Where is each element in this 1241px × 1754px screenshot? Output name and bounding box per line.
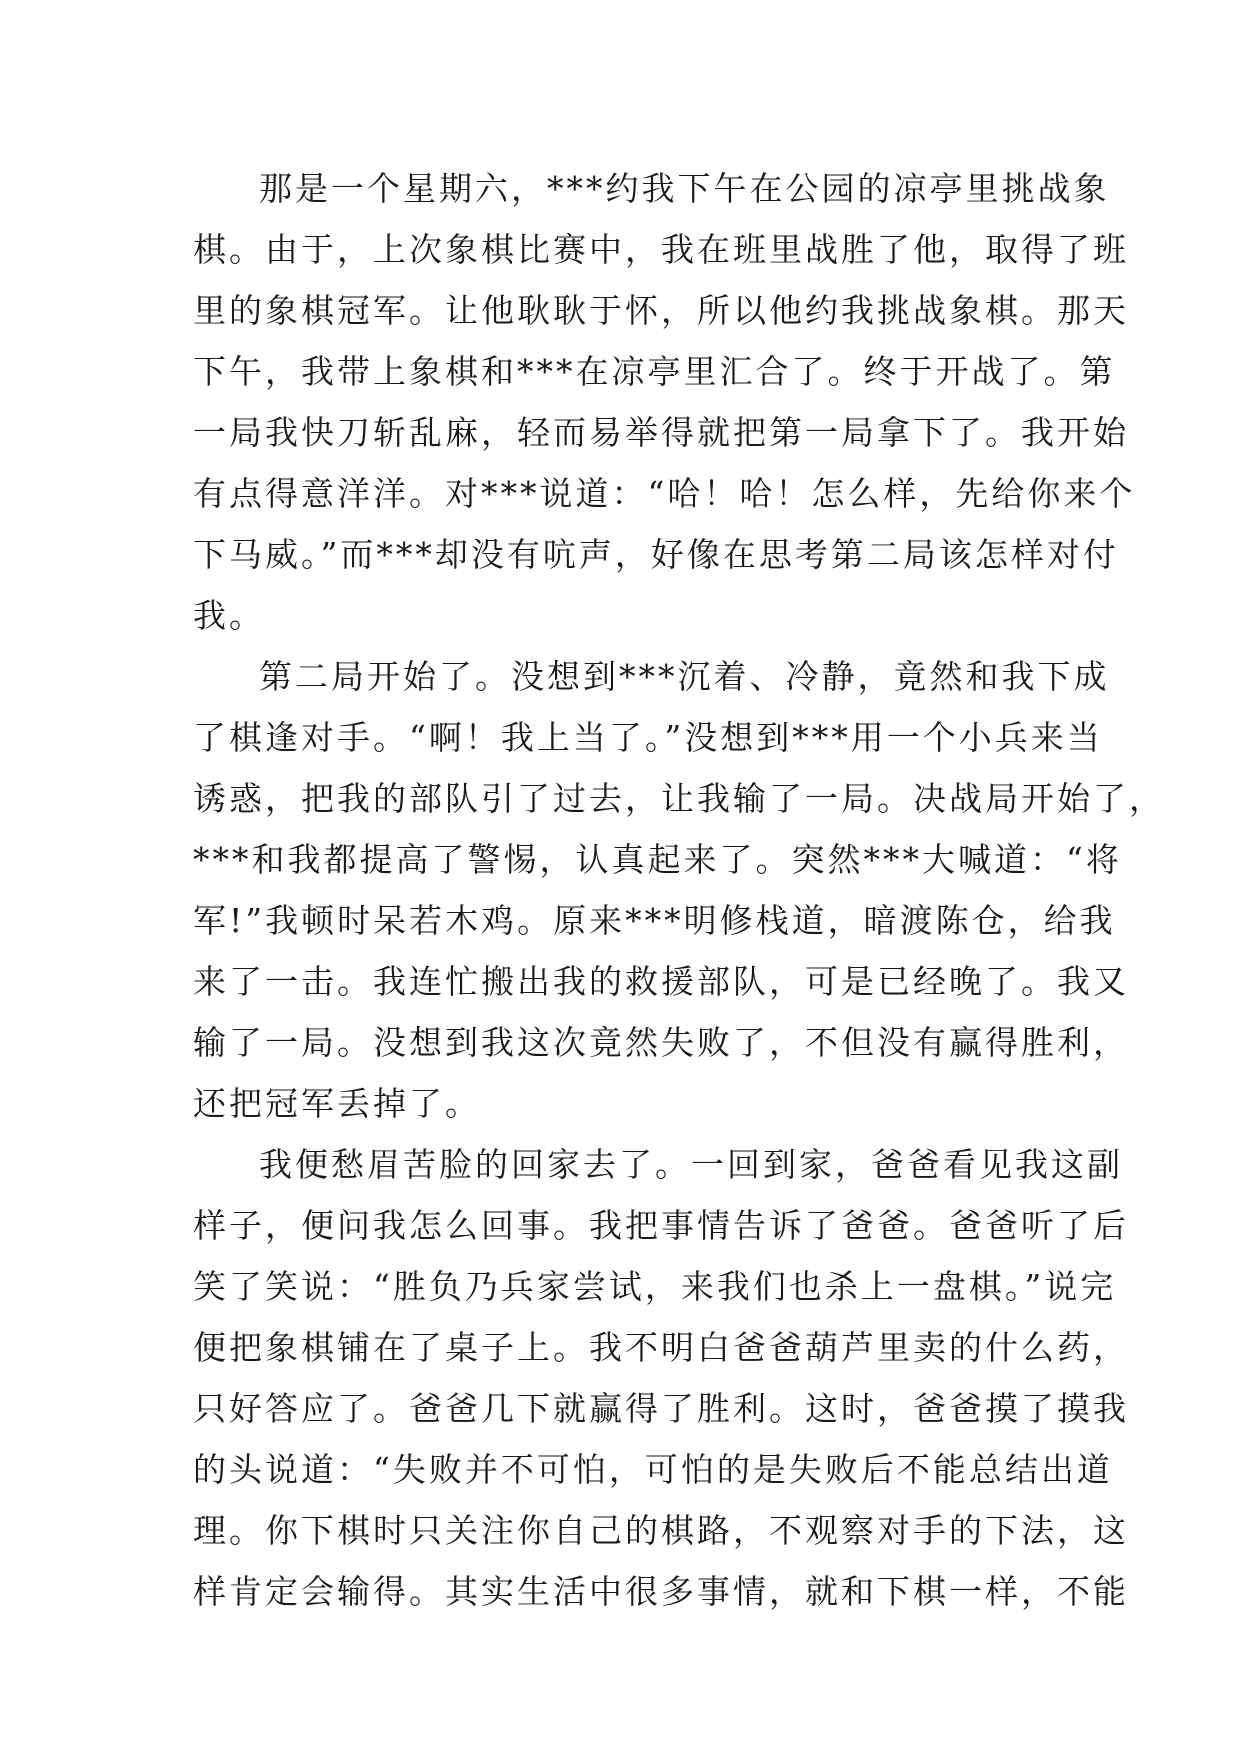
text-line: 理。你下棋时只关注你自己的棋路，不观察对手的下法，这 — [193, 1511, 1129, 1550]
text-line: 那是一个星期六，***约我下午在公园的凉亭里挑战象 — [259, 169, 1110, 208]
text-line: 我便愁眉苦脸的回家去了。一回到家，爸爸看见我这副 — [259, 1145, 1123, 1184]
text-line: 军!”我顿时呆若木鸡。原来***明修栈道，暗渡陈仓，给我 — [193, 901, 1116, 940]
paragraph-3 — [193, 1134, 1129, 1622]
text-line: 便把象棋铺在了桌子上。我不明白爸爸葫芦里卖的什么药， — [193, 1328, 1129, 1367]
text-line: 一局我快刀斩乱麻，轻而易举得就把第一局拿下了。我开始 — [193, 413, 1129, 452]
text-line: 输了一局。没想到我这次竟然失败了，不但没有赢得胜利， — [193, 1023, 1129, 1062]
text-line: 的头说道：“失败并不可怕，可怕的是失败后不能总结出道 — [193, 1450, 1113, 1489]
document-body — [193, 158, 1165, 1622]
text-line: 第二局开始了。没想到***沉着、冷静，竟然和我下成 — [259, 657, 1110, 696]
text-line: 来了一击。我连忙搬出我的救援部队，可是已经晚了。我又 — [193, 962, 1129, 1001]
text-line: 还把冠军丢掉了。 — [193, 1084, 481, 1123]
paragraph-2 — [193, 646, 1165, 1134]
text-line: 我。 — [193, 596, 265, 635]
text-line: 下马威。”而***却没有吭声，好像在思考第二局该怎样对付 — [193, 535, 1119, 574]
paragraph-1 — [193, 158, 1136, 646]
text-line: 样肯定会输得。其实生活中很多事情，就和下棋一样，不能 — [193, 1572, 1129, 1611]
text-line: 只好答应了。爸爸几下就赢得了胜利。这时，爸爸摸了摸我 — [193, 1389, 1129, 1428]
text-line: 笑了笑说：“胜负乃兵家尝试，来我们也杀上一盘棋。”说完 — [193, 1267, 1117, 1306]
text-line: 诱惑，把我的部队引了过去，让我输了一局。决战局开始了， — [193, 779, 1165, 818]
text-line: 样子，便问我怎么回事。我把事情告诉了爸爸。爸爸听了后 — [193, 1206, 1129, 1245]
text-line: 了棋逢对手。“啊！我上当了。”没想到***用一个小兵来当 — [193, 718, 1103, 757]
text-line: 下午，我带上象棋和***在凉亭里汇合了。终于开战了。第 — [193, 352, 1116, 391]
text-line: 里的象棋冠军。让他耿耿于怀，所以他约我挑战象棋。那天 — [193, 291, 1129, 330]
text-line: 有点得意洋洋。对***说道：“哈！哈！怎么样，先给你来个 — [193, 474, 1136, 513]
text-line: 棋。由于，上次象棋比赛中，我在班里战胜了他，取得了班 — [193, 230, 1129, 269]
text-line: ***和我都提高了警惕，认真起来了。突然***大喊道：“将 — [193, 840, 1122, 879]
